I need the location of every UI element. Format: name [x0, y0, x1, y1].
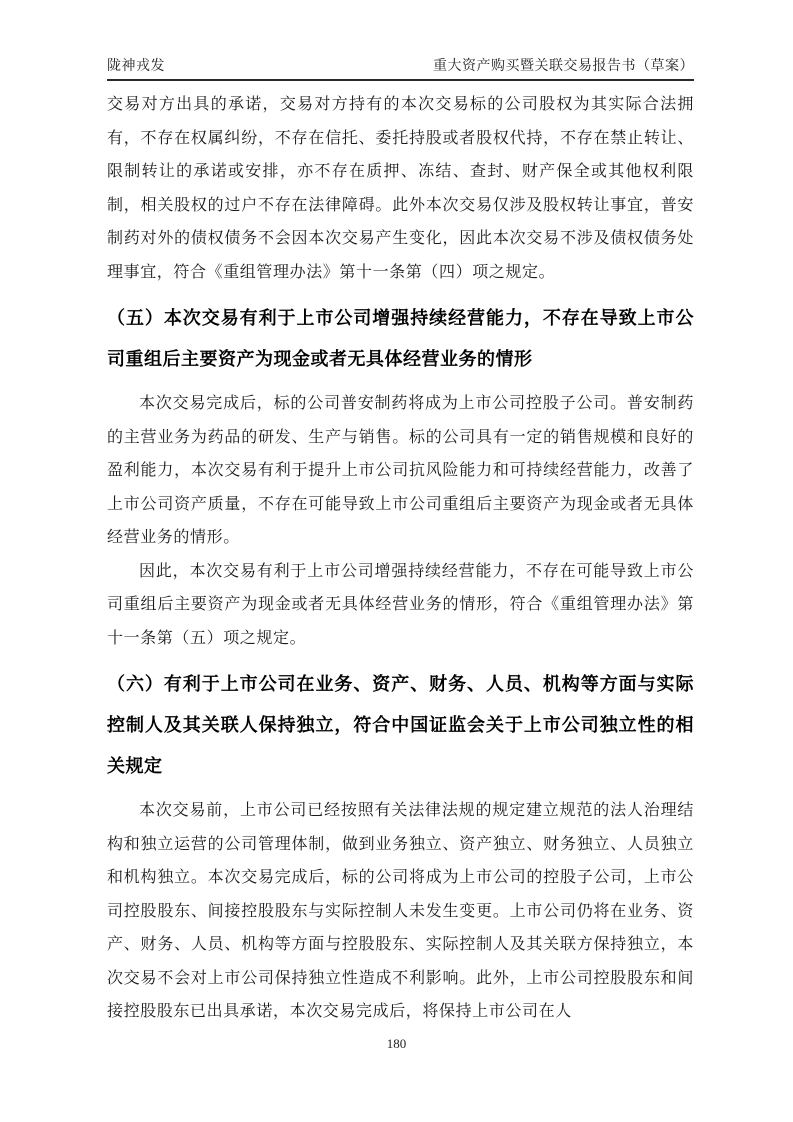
section-heading-5: （五）本次交易有利于上市公司增强持续经营能力，不存在导致上市公司重组后主要资产为现金或者无具体经营业务的情形: [107, 308, 694, 369]
page-header: [107, 0, 694, 81]
paragraph-transaction-completion: 本次交易完成后，标的公司普安制药将成为上市公司控股子公司。普安制药的主营业务为药品的研发、生产与销售。标的公司具有一定的销售规模和良好的盈利能力，本次交易有利于提升上市公司抗风险能力和可持续经营能力，改善了上市公司资产质量，不存在可能导致上市公司重组后主要资产为现金或者无具体经营业务的情形。: [107, 395, 694, 546]
header-company-name: 陇神戎发: [107, 59, 165, 74]
header-report-title: 重大资产购买暨关联交易报告书（草案）: [433, 59, 694, 74]
paragraph-conclusion-rule-5: 因此，本次交易有利于上市公司增强持续经营能力，不存在可能导致上市公司重组后主要资产为现金或者无具体经营业务的情形，符合《重组管理办法》第十一条第（五）项之规定。: [107, 562, 694, 647]
page-footer: [0, 1036, 793, 1052]
section-heading-6: （六）有利于上市公司在业务、资产、财务、人员、机构等方面与实际控制人及其关联人保持独立，符合中国证监会关于上市公司独立性的相关规定: [107, 674, 694, 776]
paragraph-commitment-continuation: 交易对方出具的承诺，交易对方持有的本次交易标的公司股权为其实际合法拥有，不存在权属纠纷，不存在信托、委托持股或者股权代持，不存在禁止转让、限制转让的承诺或安排，亦不存在质押、冻结、查封、财产保全或其他权利限制，相关股权的过户不存在法律障碍。此外本次交易仅涉及股权转让事宜，普安制药对外的债权债务不会因本次交易产生变化，因此本次交易不涉及债权债务处理事宜，符合《重组管理办法》第十一条第（四）项之规定。: [107, 96, 694, 281]
paragraph-independence: 本次交易前，上市公司已经按照有关法律法规的规定建立规范的法人治理结构和独立运营的公司管理体制，做到业务独立、资产独立、财务独立、人员独立和机构独立。本次交易完成后，标的公司将成为上市公司的控股子公司，上市公司控股股东、间接控股股东与实际控制人未发生变更。上市公司仍将在业务、资产、财务、人员、机构等方面与控股股东、实际控制人及其关联方保持独立，本次交易不会对上市公司保持独立性造成不利影响。此外，上市公司控股股东和间接控股股东已出具承诺，本次交易完成后，将保持上市公司在人: [107, 802, 694, 1020]
document-body: [107, 81, 694, 1029]
page-number: 180: [386, 1036, 407, 1051]
content-column: [107, 0, 694, 1029]
